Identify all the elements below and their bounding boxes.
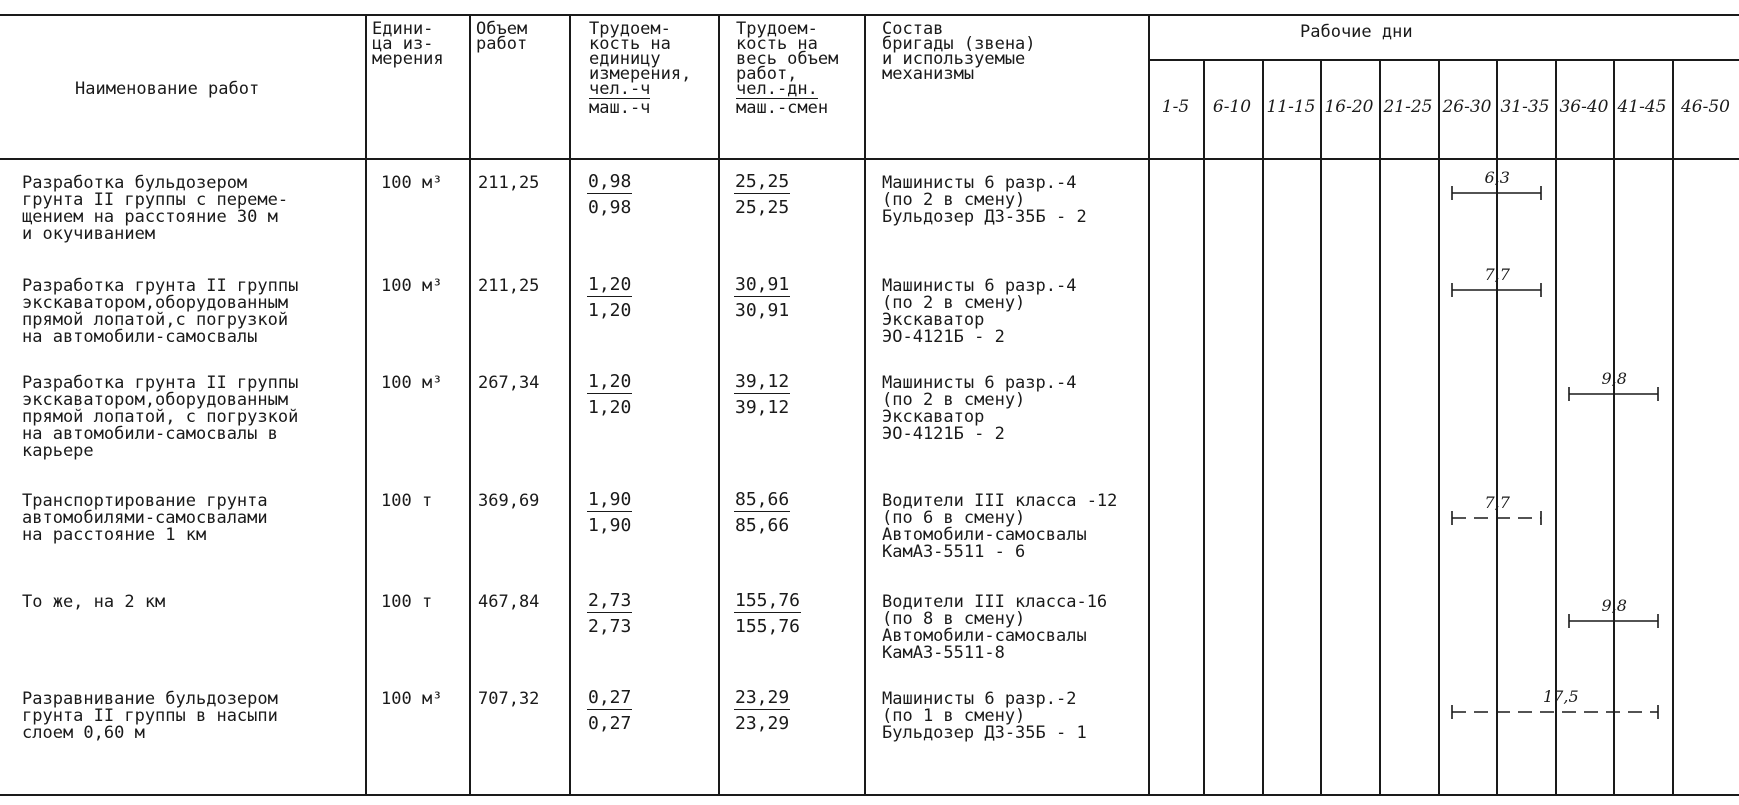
gantt-bar-duration-label: 7,7 <box>1484 265 1510 284</box>
work-unit: 100 м³ <box>381 689 443 709</box>
crew-composition: Водители III класса-16 (по 8 в смену) Автомобили-самосвалы КамАЗ-5511-8 <box>882 592 1108 663</box>
labor-total-people: 25,25 <box>735 171 790 192</box>
labor-total-machines: 25,25 <box>735 197 790 218</box>
crew-composition: Водители III класса -12 (по 6 в смену) Автомобили-самосвалы КамАЗ-5511 - 6 <box>882 491 1118 562</box>
gantt-bar <box>1569 387 1658 401</box>
gantt-bar-duration-label: 6,3 <box>1484 168 1510 187</box>
gantt-bar <box>1452 705 1658 719</box>
gantt-bar-duration-label: 17,5 <box>1543 687 1579 706</box>
work-unit: 100 т <box>381 592 433 612</box>
labor-total-people: 30,91 <box>735 274 790 295</box>
header-volume: Объем работ <box>476 19 528 54</box>
gantt-bar-duration-label: 9,8 <box>1601 369 1627 388</box>
header-name: Наименование работ <box>75 79 260 99</box>
day-range-label: 11-15 <box>1266 97 1316 117</box>
header-labor-total-num-text: чел.-дн. <box>736 79 818 99</box>
gantt-bar <box>1452 511 1541 525</box>
work-volume: 211,25 <box>478 173 540 193</box>
work-unit: 100 м³ <box>381 276 443 296</box>
day-range-label: 41-45 <box>1617 97 1667 117</box>
day-range-label: 1-5 <box>1161 97 1190 117</box>
day-range-label: 16-20 <box>1324 97 1374 117</box>
labor-total-machines: 85,66 <box>735 515 790 536</box>
day-range-label: 26-30 <box>1442 97 1492 117</box>
labor-per-unit-people: 1,20 <box>588 274 632 295</box>
gantt-bar-duration-label: 9,8 <box>1601 596 1627 615</box>
work-volume: 707,32 <box>478 689 540 709</box>
crew-composition: Машинисты 6 разр.-4 (по 2 в смену) Экскаватор ЭО-4121Б - 2 <box>882 276 1077 347</box>
labor-per-unit-people: 2,73 <box>588 590 632 611</box>
labor-per-unit-machines: 1,90 <box>588 515 632 536</box>
work-volume: 267,34 <box>478 373 540 393</box>
work-name: Транспортирование грунта автомобилями-самосвалами на расстояние 1 км <box>22 491 268 545</box>
work-volume: 369,69 <box>478 491 540 511</box>
crew-composition: Машинисты 6 разр.-4 (по 2 в смену) Бульдозер ДЗ-35Б - 2 <box>882 173 1087 227</box>
day-range-label: 36-40 <box>1559 97 1609 117</box>
labor-per-unit-machines: 0,27 <box>588 713 632 734</box>
labor-total-machines: 39,12 <box>735 397 790 418</box>
labor-total-machines: 30,91 <box>735 300 790 321</box>
header-labor-total-den: маш.-смен <box>736 98 829 118</box>
labor-total-people: 23,29 <box>735 687 790 708</box>
labor-total-people: 85,66 <box>735 489 790 510</box>
header-unit: Едини- ца из- мерения <box>372 19 444 69</box>
work-volume: 211,25 <box>478 276 540 296</box>
day-range-label: 31-35 <box>1500 97 1550 117</box>
work-unit: 100 м³ <box>381 173 443 193</box>
gantt-bar <box>1452 283 1541 297</box>
work-name: Разработка грунта II группы экскаватором,оборудованным прямой лопатой,с погрузкой на автомобили-самосвалы <box>22 276 299 347</box>
header-crew: Состав бригады (звена) и используемые механизмы <box>882 19 1036 84</box>
header-labor-unit-text: Трудоем- кость на единицу измерения, <box>589 19 692 84</box>
work-unit: 100 м³ <box>381 373 443 393</box>
gantt-bar-duration-label: 7,7 <box>1484 493 1510 512</box>
day-range-label: 46-50 <box>1680 97 1730 117</box>
labor-per-unit-machines: 1,20 <box>588 397 632 418</box>
work-name: То же, на 2 км <box>22 592 166 612</box>
crew-composition: Машинисты 6 разр.-2 (по 1 в смену) Бульдозер ДЗ-35Б - 1 <box>882 689 1087 743</box>
day-range-label: 6-10 <box>1212 97 1252 117</box>
labor-per-unit-machines: 0,98 <box>588 197 632 218</box>
labor-per-unit-people: 0,98 <box>588 171 632 192</box>
work-name: Разравнивание бульдозером грунта II группы в насыпи слоем 0,60 м <box>22 689 278 743</box>
header-labor-unit-num-text: чел.-ч <box>589 79 651 99</box>
labor-total-machines: 155,76 <box>735 616 801 637</box>
labor-total-people: 155,76 <box>735 590 801 611</box>
work-name: Разработка грунта II группы экскаватором,оборудованным прямой лопатой, с погрузкой на автомобили-самосвалы в карьере <box>22 373 299 461</box>
labor-per-unit-people: 1,20 <box>588 371 632 392</box>
work-name: Разработка бульдозером грунта II группы с переме- щением на расстояние 30 м и окучиванием <box>22 173 289 244</box>
labor-total-machines: 23,29 <box>735 713 790 734</box>
header-labor-unit-den: маш.-ч <box>589 98 651 118</box>
gantt-bar <box>1569 614 1658 628</box>
labor-per-unit-machines: 2,73 <box>588 616 632 637</box>
day-range-label: 21-25 <box>1383 97 1433 117</box>
labor-per-unit-people: 0,27 <box>588 687 632 708</box>
work-unit: 100 т <box>381 491 433 511</box>
header-days: Рабочие дни <box>1300 22 1413 42</box>
gantt-bar <box>1452 186 1541 200</box>
crew-composition: Машинисты 6 разр.-4 (по 2 в смену) Экскаватор ЭО-4121Б - 2 <box>882 373 1077 444</box>
labor-total-people: 39,12 <box>735 371 790 392</box>
header-labor-total-text: Трудоем- кость на весь объем работ, <box>736 19 839 84</box>
work-volume: 467,84 <box>478 592 540 612</box>
labor-per-unit-machines: 1,20 <box>588 300 632 321</box>
labor-per-unit-people: 1,90 <box>588 489 632 510</box>
